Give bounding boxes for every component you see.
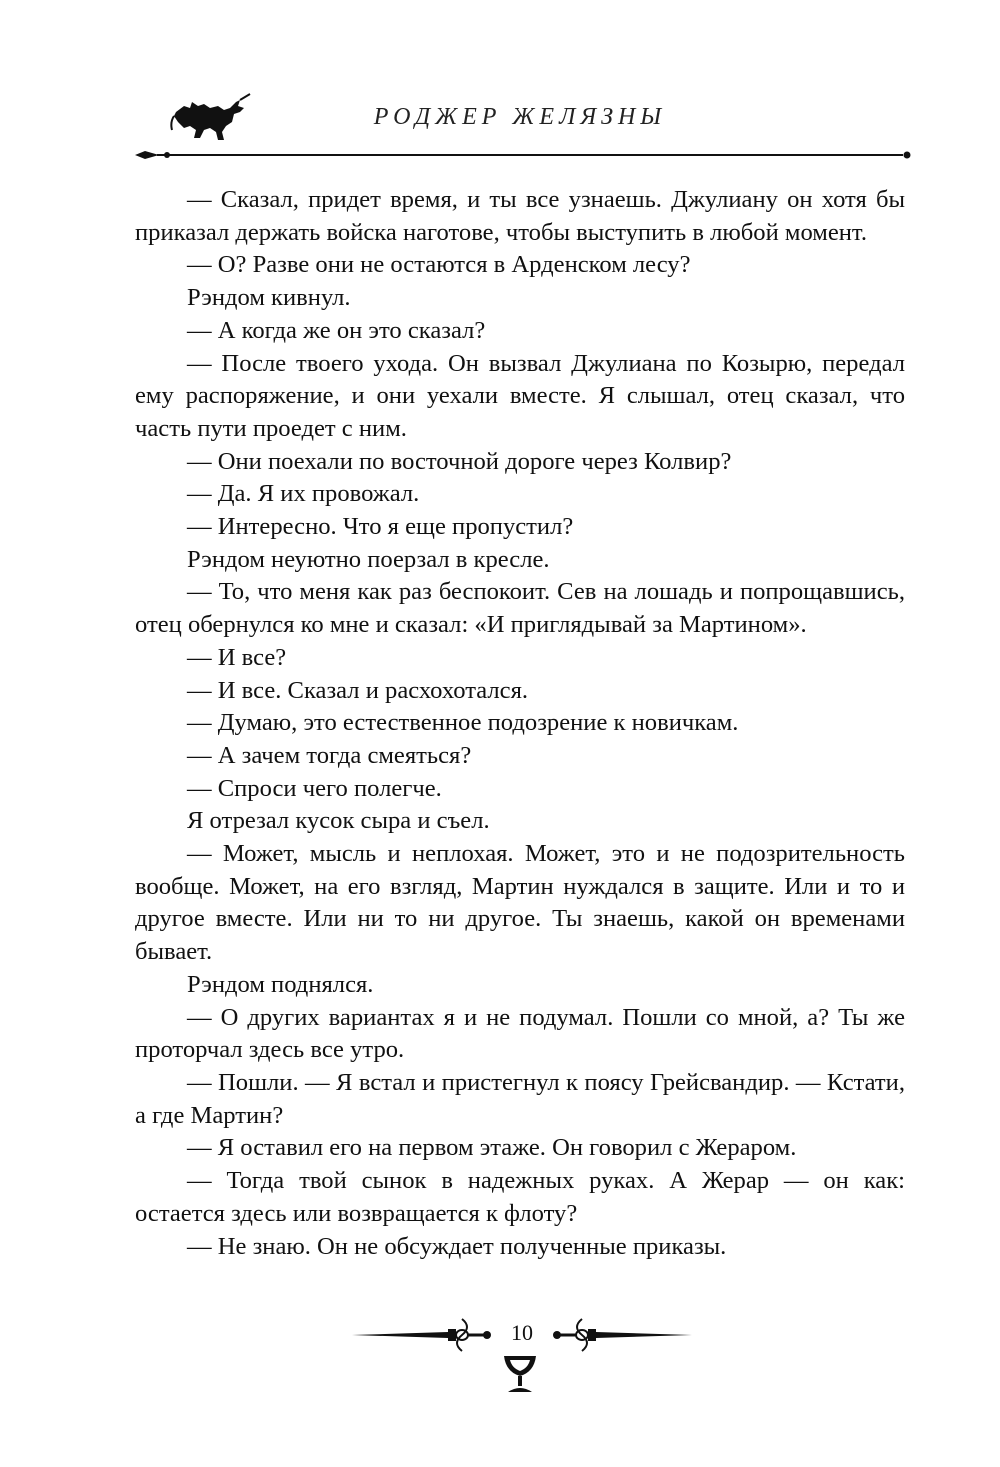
page-body bbox=[135, 184, 905, 1263]
chalice-icon bbox=[500, 1352, 540, 1396]
paragraph: Рэндом неуютно поерзал в кресле. bbox=[187, 545, 550, 573]
paragraph: — И все? bbox=[187, 643, 287, 671]
sword-icon bbox=[552, 1317, 692, 1353]
sword-icon bbox=[352, 1317, 492, 1353]
paragraph: — Я оставил его на первом этаже. Он говорил с Жераром. bbox=[187, 1134, 797, 1162]
paragraph: — То, что меня как раз беспокоит. Сев на лошадь и попрощавшись, отец обернулся ко мне и сказал: «И приглядывай за Мартином». bbox=[135, 578, 905, 639]
paragraph: Рэндом кивнул. bbox=[187, 284, 351, 312]
page-number: 10 bbox=[511, 1320, 533, 1345]
paragraph: — Не знаю. Он не обсуждает полученные приказы. bbox=[187, 1232, 727, 1260]
running-header-author: РОДЖЕР ЖЕЛЯЗНЫ bbox=[373, 104, 667, 130]
paragraph: Рэндом поднялся. bbox=[187, 970, 374, 998]
header-divider bbox=[135, 147, 915, 163]
paragraph: — О других вариантах я и не подумал. Пошли со мной, а? Ты же проторчал здесь все утро. bbox=[135, 1003, 905, 1064]
paragraph: — Думаю, это естественное подозрение к новичкам. bbox=[187, 709, 739, 737]
paragraph: Я отрезал кусок сыра и съел. bbox=[187, 807, 490, 835]
paragraph: — А когда же он это сказал? bbox=[187, 316, 486, 344]
unicorn-icon bbox=[170, 92, 252, 146]
paragraph: — Да. Я их провожал. bbox=[187, 480, 420, 508]
paragraph: — После твоего ухода. Он вызвал Джулиана по Козырю, передал ему распоряжение, и они уехали вместе. Я слышал, отец сказал, что часть пути проедет с ним. bbox=[135, 349, 905, 442]
paragraph: — Сказал, придет время, и ты все узнаешь. Джулиану он хотя бы приказал держать войска наготове, чтобы выступить в любой момент. bbox=[135, 186, 905, 246]
paragraph: — Интересно. Что я еще пропустил? bbox=[187, 513, 574, 541]
paragraph: — А зачем тогда смеяться? bbox=[187, 741, 472, 769]
paragraph: — О? Разве они не остаются в Арденском лесу? bbox=[187, 251, 691, 279]
paragraph: — Может, мысль и неплохая. Может, это и не подозрительность вообще. Может, на его взгляд, Мартин нуждался в защите. Или и то и другое вместе. Или ни то ни другое. Ты знаешь, какой он временами бывает. bbox=[135, 840, 905, 966]
paragraph: — Тогда твой сынок в надежных руках. А Жерар — он как: остается здесь или возвращается к флоту? bbox=[135, 1167, 905, 1227]
paragraph: — Они поехали по восточной дороге через Колвир? bbox=[187, 447, 732, 475]
paragraph: — Пошли. — Я встал и пристегнул к поясу Грейсвандир. — Кстати, а где Мартин? bbox=[135, 1068, 905, 1129]
paragraph: — Спроси чего полегче. bbox=[187, 774, 442, 802]
paragraph: — И все. Сказал и расхохотался. bbox=[187, 676, 529, 704]
